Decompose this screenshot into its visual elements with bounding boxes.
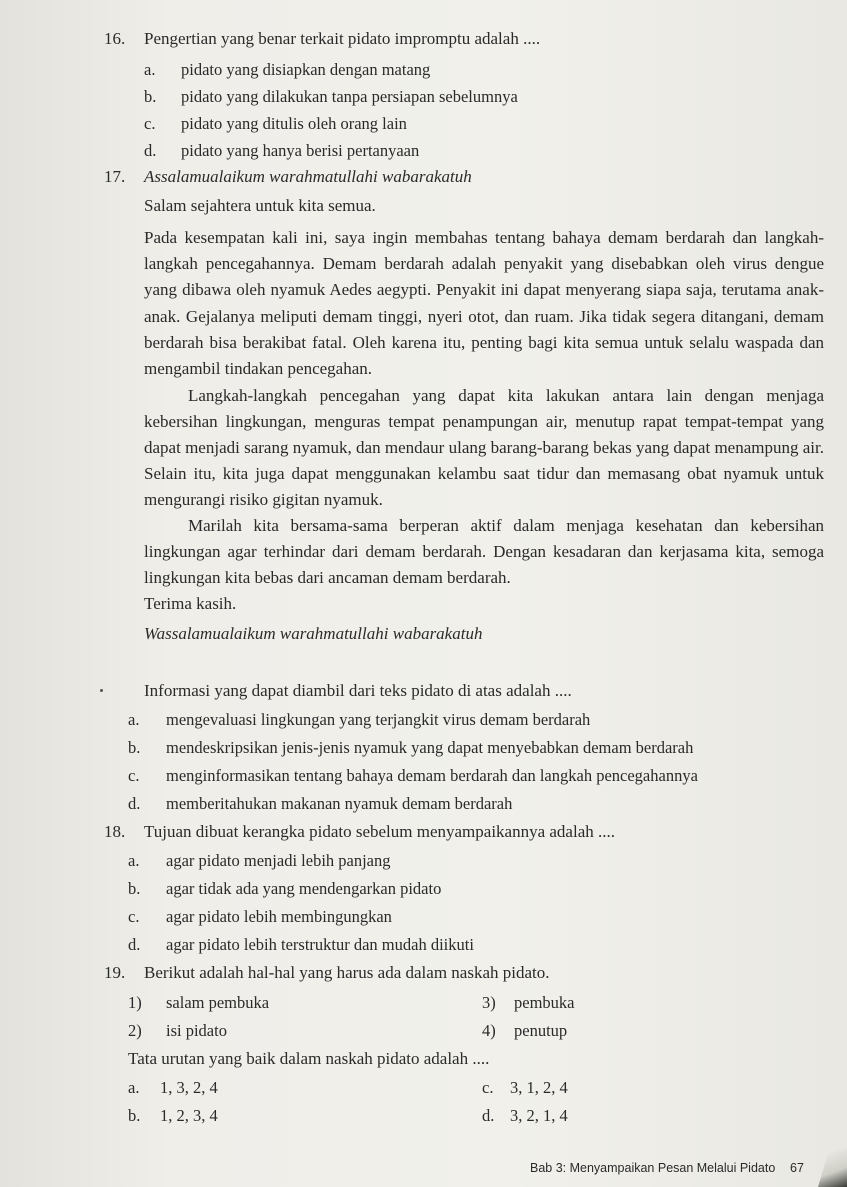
speech-paragraph-1: Pada kesempatan kali ini, saya ingin membahas tentang bahaya demam berdarah dan langkah-langkah pencegahannya. Demam berdarah adalah penyakit yang disebabkan oleh virus dengue yang dibawa oleh nyamuk Aedes aegypti. Penyakit ini dapat menyerang siapa saja, terutama anak-anak. Gejalanya meliputi demam tinggi, nyeri otot, dan ruam. Jika tidak segera ditangani, demam berdarah bisa berakibat fatal. Oleh karena itu, penting bagi kita semua untuk selalu waspada dan mengambil tindakan pencegahan. (144, 228, 824, 379)
q19-item-4-num: 4) (482, 1021, 496, 1040)
q19-item-3-text: pembuka (514, 993, 575, 1012)
q18-option-b-text: agar tidak ada yang mendengarkan pidato (166, 879, 442, 898)
speech-closing: Wassalamualaikum warahmatullahi wabarakatuh (144, 624, 483, 643)
stray-dot (100, 689, 103, 692)
q19-item-2-text: isi pidato (166, 1021, 227, 1040)
question-17-number: 17. (104, 167, 126, 186)
q19-option-c-letter: c. (482, 1078, 494, 1097)
q16-option-c-text: pidato yang ditulis oleh orang lain (181, 114, 407, 133)
speech-thanks: Terima kasih. (144, 594, 237, 613)
page-curl-corner (818, 1148, 847, 1187)
q19-item-1-num: 1) (128, 993, 142, 1012)
q19-option-d-text: 3, 2, 1, 4 (510, 1106, 568, 1125)
q17-option-a-text: mengevaluasi lingkungan yang terjangkit virus demam berdarah (166, 710, 591, 729)
question-17-text: Informasi yang dapat diambil dari teks pidato di atas adalah .... (144, 681, 572, 700)
q18-option-a-letter: a. (128, 851, 140, 870)
q19-option-b-letter: b. (128, 1106, 141, 1125)
q18-option-d-letter: d. (128, 935, 141, 954)
speech-paragraph-2: Langkah-langkah pencegahan yang dapat kita lakukan antara lain dengan menjaga kebersihan lingkungan, menguras tempat penampungan air, menutup rapat tempat-tempat yang dapat menjadi sarang nyamuk, dan mendaur ulang barang-barang bekas yang dapat menampung air. Selain itu, kita juga dapat menggunakan kelambu saat tidur dan memasang obat nyamuk untuk mengurangi risiko gigitan nyamuk. (144, 386, 824, 509)
q17-option-b-letter: b. (128, 738, 141, 757)
q17-option-d-text: memberitahukan makanan nyamuk demam berdarah (166, 794, 513, 813)
question-19-number: 19. (104, 963, 126, 982)
q17-option-b-text: mendeskripsikan jenis-jenis nyamuk yang dapat menyebabkan demam berdarah (166, 738, 694, 757)
q19-item-2-num: 2) (128, 1021, 142, 1040)
q19-option-a-text: 1, 3, 2, 4 (160, 1078, 218, 1097)
speech-paragraph-3: Marilah kita bersama-sama berperan aktif dalam menjaga kesehatan dan kebersihan lingkungan agar terhindar dari demam berdarah. Dengan kesadaran dan kerjasama kita, semoga lingkungan kita bebas dari ancaman demam berdarah. (144, 516, 824, 587)
question-19-prompt: Tata urutan yang baik dalam naskah pidato adalah .... (128, 1049, 490, 1068)
speech-salam: Salam sejahtera untuk kita semua. (144, 196, 376, 215)
q18-option-c-letter: c. (128, 907, 140, 926)
footer-chapter-title: Bab 3: Menyampaikan Pesan Melalui Pidato (530, 1161, 776, 1175)
question-18-text: Tujuan dibuat kerangka pidato sebelum menyampaikannya adalah .... (144, 822, 615, 841)
speech-greeting: Assalamualaikum warahmatullahi wabarakatuh (144, 167, 472, 186)
q18-option-c-text: agar pidato lebih membingungkan (166, 907, 392, 926)
q19-option-c-text: 3, 1, 2, 4 (510, 1078, 568, 1097)
q17-option-c-text: menginformasikan tentang bahaya demam berdarah dan langkah pencegahannya (166, 766, 698, 785)
q18-option-d-text: agar pidato lebih terstruktur dan mudah diikuti (166, 935, 474, 954)
q17-option-c-letter: c. (128, 766, 140, 785)
question-16-number: 16. (104, 29, 126, 48)
q19-option-b-text: 1, 2, 3, 4 (160, 1106, 218, 1125)
q16-option-b-text: pidato yang dilakukan tanpa persiapan sebelumnya (181, 87, 518, 106)
q17-option-d-letter: d. (128, 794, 141, 813)
question-19-text: Berikut adalah hal-hal yang harus ada dalam naskah pidato. (144, 963, 550, 982)
footer-page-number: 67 (790, 1161, 804, 1175)
q16-option-d-text: pidato yang hanya berisi pertanyaan (181, 141, 420, 160)
question-18-number: 18. (104, 822, 126, 841)
q19-item-1-text: salam pembuka (166, 993, 270, 1012)
q19-item-4-text: penutup (514, 1021, 568, 1040)
q18-option-a-text: agar pidato menjadi lebih panjang (166, 851, 391, 870)
q17-option-a-letter: a. (128, 710, 140, 729)
q16-option-b-letter: b. (144, 87, 157, 106)
q19-option-d-letter: d. (482, 1106, 495, 1125)
q16-option-a-letter: a. (144, 60, 156, 79)
q16-option-c-letter: c. (144, 114, 156, 133)
q19-option-a-letter: a. (128, 1078, 140, 1097)
question-16-text: Pengertian yang benar terkait pidato impromptu adalah .... (144, 29, 541, 48)
q16-option-d-letter: d. (144, 141, 157, 160)
q19-item-3-num: 3) (482, 993, 496, 1012)
q16-option-a-text: pidato yang disiapkan dengan matang (181, 60, 431, 79)
q18-option-b-letter: b. (128, 879, 141, 898)
